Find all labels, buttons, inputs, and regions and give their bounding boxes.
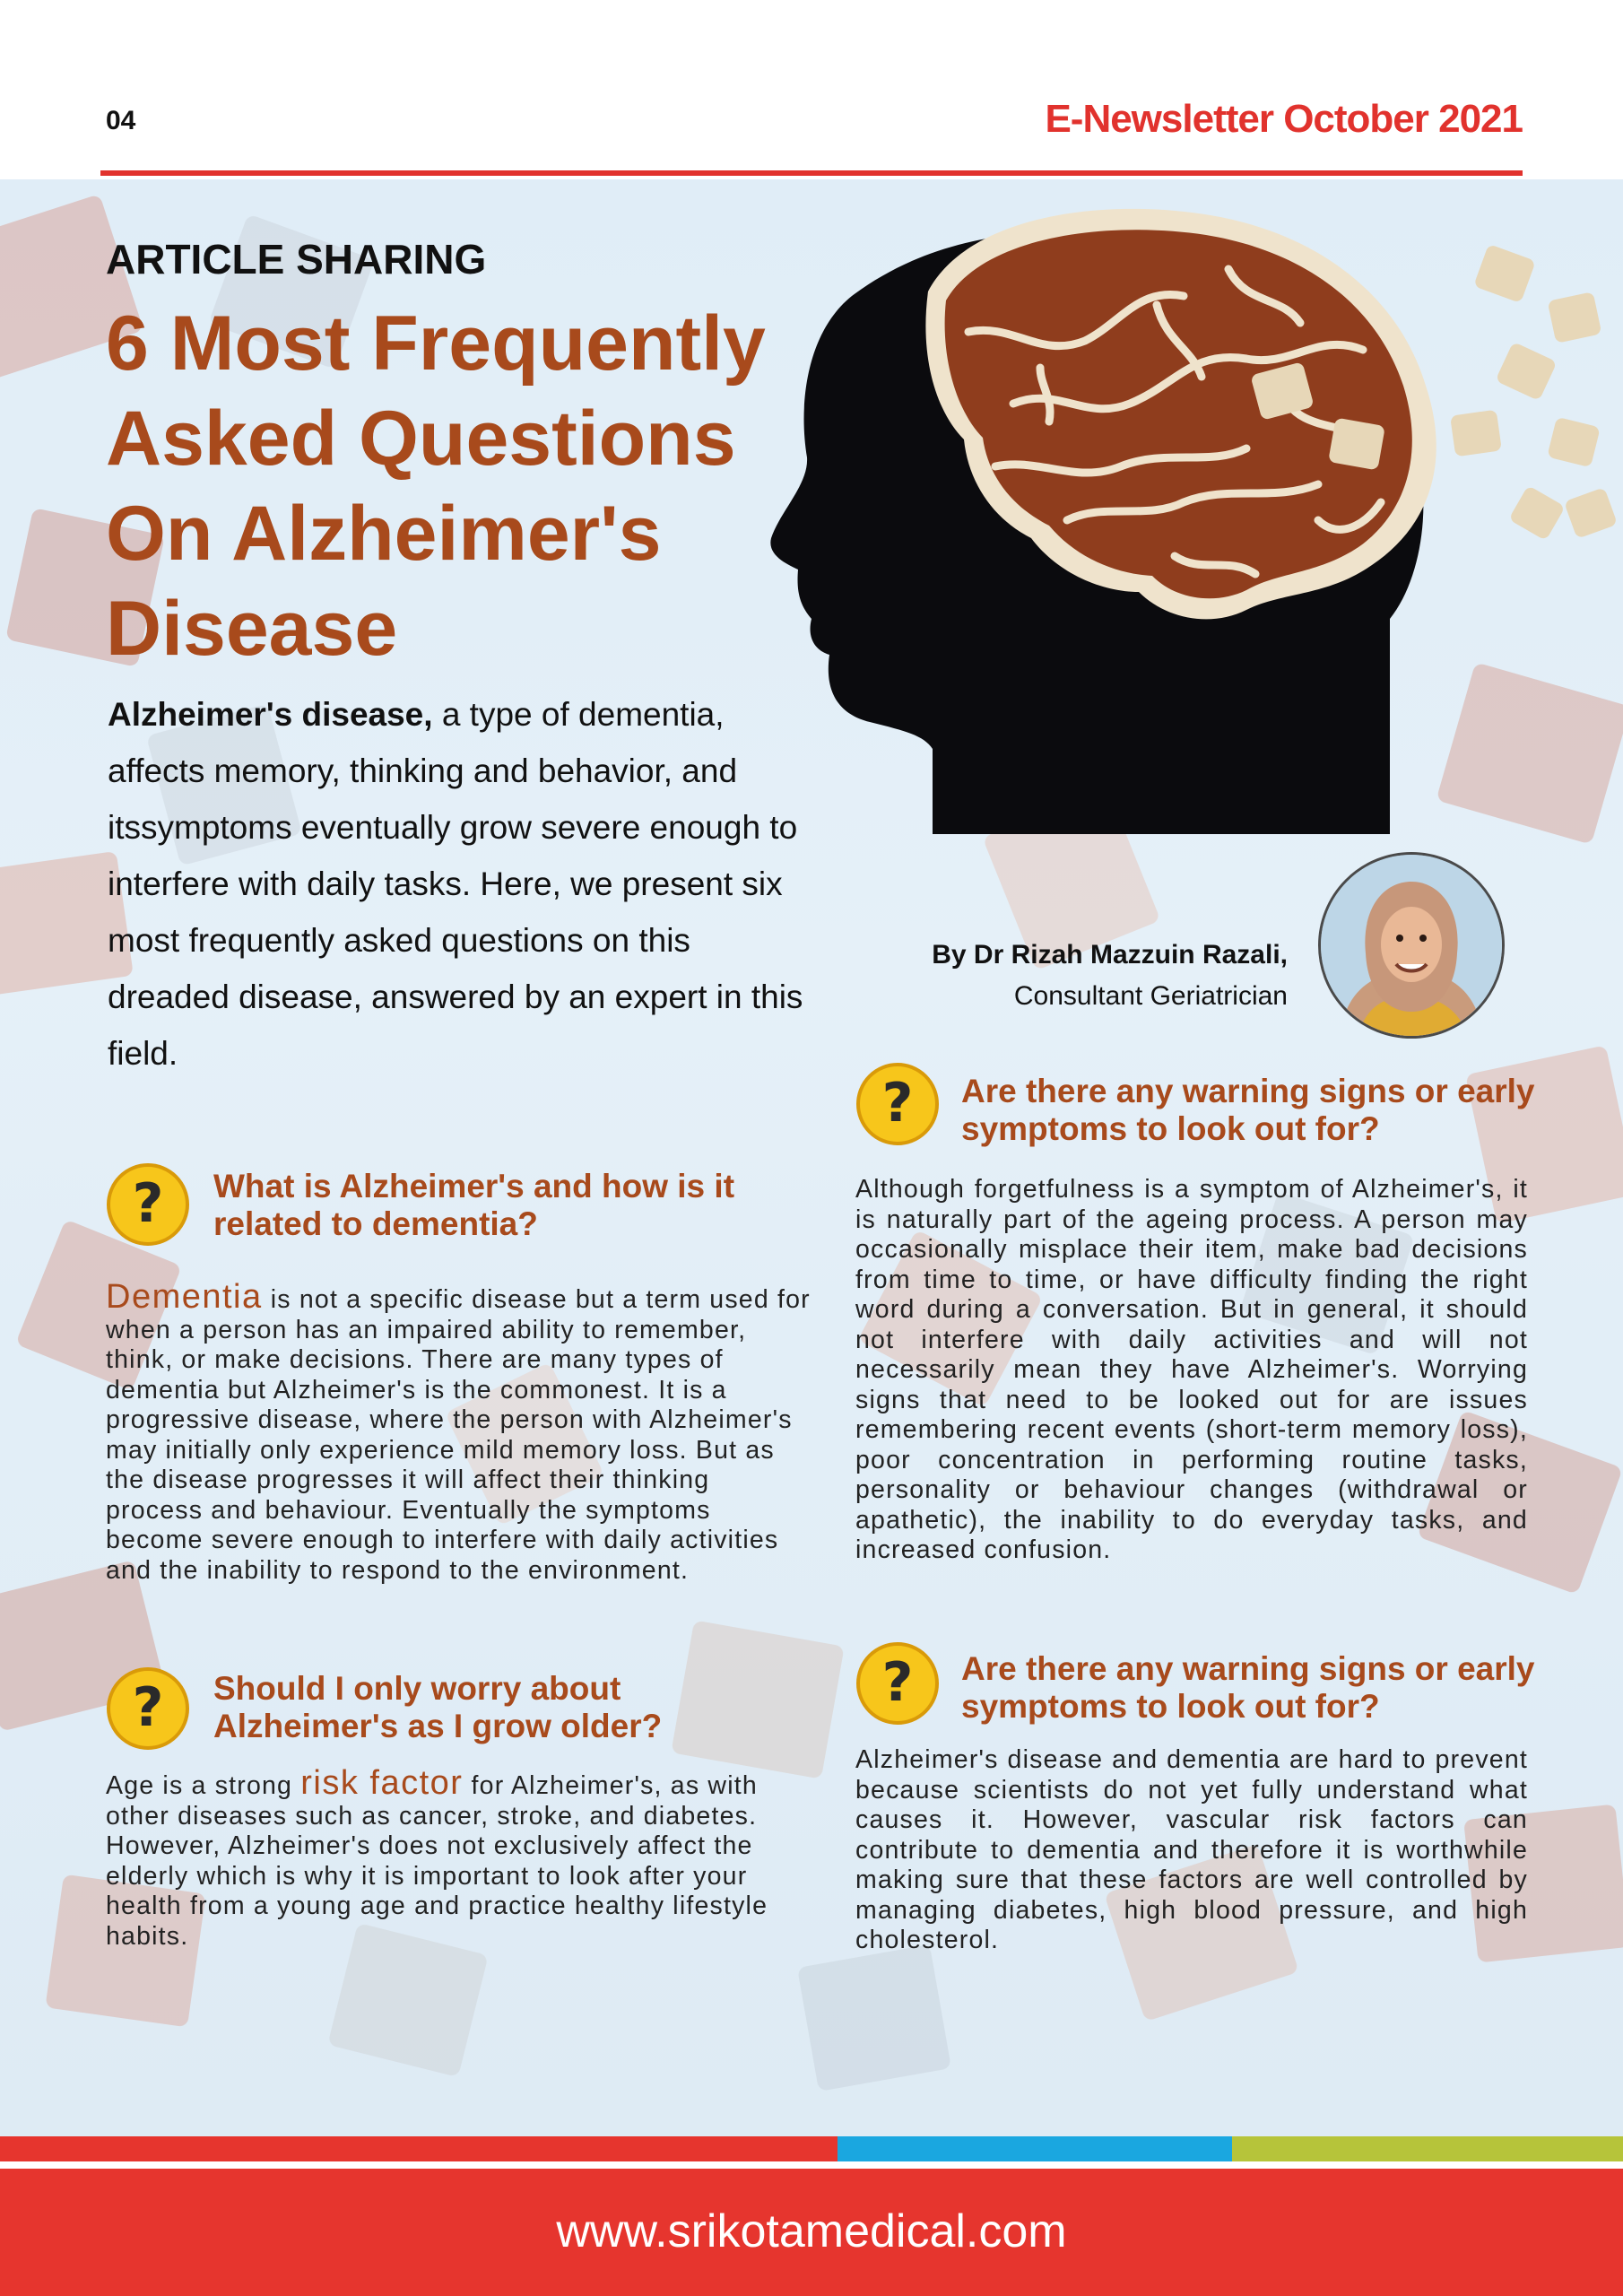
question-4-body: Alzheimer's disease and dementia are hard to prevent because scientists do not yet fully understand what causes it. However, vascular risk factors can contribute to dementia and therefore it is worthwhile making sure that these factors are well controlled by managing diabetes, high blood pressure, and high cholesterol. <box>855 1745 1528 1954</box>
brain-silhouette-icon <box>744 197 1623 834</box>
question-2-title: Should I only worry about Alzheimer's as I grow older? <box>213 1670 663 1744</box>
author-role: Consultant Geriatrician <box>1013 981 1288 1011</box>
page-number: 04 <box>106 106 136 135</box>
website-link[interactable]: www.srikotamedical.com <box>556 2205 1067 2257</box>
header-divider <box>100 170 1523 176</box>
question-3-body: Although forgetfulness is a symptom of Alzheimer's, it is naturally part of the ageing process. A person may occasionally misplace their item, make bad decisions from time to time, or have difficulty finding the right word during a conversation. But in general, it should not interfere with daily activities and will not necessarily mean they have Alzheimer's. Worrying signs that need to be looked out for are issues remembering recent events (short-term memory loss), poor concentration in performing routine tasks, personality or behaviour changes (withdrawal or apathetic), the inability to do everyday tasks, and increased confusion. <box>855 1175 1528 1564</box>
question-3-title: Are there any warning signs or early symptoms to look out for? <box>961 1073 1535 1147</box>
question-2-body: Age is a strong risk factor for Alzheimer's, as with other diseases such as cancer, stroke, and diabetes. However, Alzheimer's does not exclusively affect the elderly which is why it is important to look after your health from a young age and practice healthy lifestyle habits. <box>106 1764 768 1951</box>
question-1-body: Dementia is not a specific disease but a term used for when a person has an impaired ability to remember, think, or make decisions. There are many types of dementia but Alzheimer's is the commonest. It is a progressive disease, where the person with Alzheimer's may initially only experience mild memory loss. But as the disease progresses it will affect their thinking process and behaviour. Eventually the symptoms become severe enough to interfere with daily activities and the inability to respond to the environment. <box>106 1278 811 1585</box>
question-1-title: What is Alzheimer's and how is it related to dementia? <box>213 1168 735 1242</box>
newsletter-issue: E-Newsletter October 2021 <box>1045 97 1523 141</box>
svg-text:?: ? <box>881 1651 914 1714</box>
svg-text:?: ? <box>132 1172 164 1235</box>
question-mark-icon <box>855 1641 940 1726</box>
article-title: 6 Most Frequently Asked Questions On Alzheimer's Disease <box>106 300 766 672</box>
highlight-term: Dementia <box>106 1278 263 1316</box>
footer-stripe-blue <box>838 2136 1232 2161</box>
svg-text:?: ? <box>881 1072 914 1135</box>
article-intro <box>108 686 816 1082</box>
footer-stripe-green <box>1232 2136 1623 2161</box>
question-mark-icon <box>106 1666 190 1751</box>
question-mark-icon <box>855 1062 940 1146</box>
avatar <box>1318 852 1505 1039</box>
footer-bar <box>0 2169 1623 2296</box>
intro-text: a type of dementia, affects memory, thinking and behavior, and itssymptoms eventually grow severe enough to interfere with daily tasks. Here, we present six most frequently asked questions on this dreaded disease, answered by an expert in this field. <box>108 696 803 1072</box>
section-label: ARTICLE SHARING <box>106 236 487 283</box>
question-mark-icon <box>106 1162 190 1247</box>
intro-bold-term: Alzheimer's disease, <box>108 696 433 733</box>
author-byline <box>932 935 1288 1017</box>
highlight-term: risk factor <box>300 1764 464 1802</box>
svg-text:?: ? <box>132 1676 164 1739</box>
footer-stripe-red <box>0 2136 838 2161</box>
question-4-title: Are there any warning signs or early symptoms to look out for? <box>961 1650 1535 1725</box>
author-name: By Dr Rizah Mazzuin Razali, <box>932 940 1288 970</box>
